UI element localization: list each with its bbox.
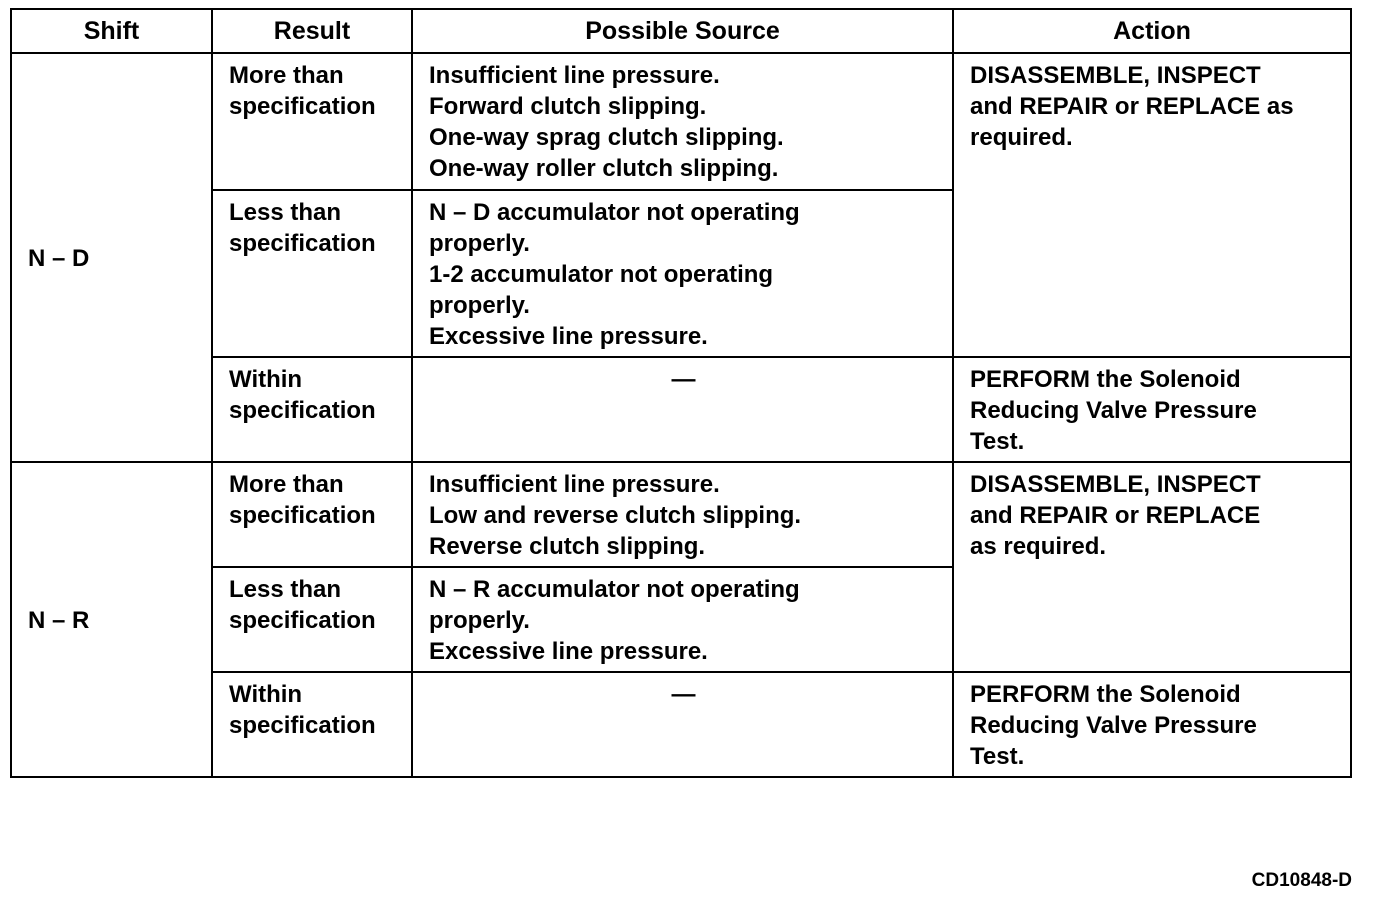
result-cell-line: specification <box>229 230 376 257</box>
action-cell-line: and REPAIR or REPLACE <box>970 502 1261 529</box>
possible-source-cell-line: properly. <box>429 292 530 319</box>
possible-source-cell-line: N – D accumulator not operating <box>429 199 800 226</box>
diagnosis-table <box>10 8 1352 778</box>
possible-source-cell <box>412 357 953 462</box>
possible-source-cell-line: Forward clutch slipping. <box>429 93 707 120</box>
result-cell-line: specification <box>229 712 376 739</box>
action-cell <box>953 672 1351 777</box>
possible-source-cell-line: N – R accumulator not operating <box>429 576 800 603</box>
possible-source-cell-line: 1-2 accumulator not operating <box>429 261 774 288</box>
possible-source-cell-line: Insufficient line pressure. <box>429 62 720 89</box>
result-cell-line: specification <box>229 93 376 120</box>
result-cell <box>212 672 412 777</box>
table-row <box>11 462 1351 567</box>
possible-source-cell <box>412 567 953 672</box>
result-cell-line: specification <box>229 502 376 529</box>
header-shift: Shift <box>11 9 212 53</box>
result-cell-line: More than <box>229 471 344 498</box>
possible-source-cell-line: Insufficient line pressure. <box>429 471 720 498</box>
action-cell <box>953 357 1351 462</box>
action-cell-line: required. <box>970 124 1073 151</box>
action-cell-line: PERFORM the Solenoid <box>970 366 1241 393</box>
possible-source-cell-line: properly. <box>429 607 530 634</box>
possible-source-cell-line: Reverse clutch slipping. <box>429 533 706 560</box>
action-cell <box>953 53 1351 357</box>
action-cell <box>953 462 1351 672</box>
table-body <box>11 53 1351 777</box>
result-cell-line: specification <box>229 397 376 424</box>
header-row <box>11 9 1351 53</box>
possible-source-cell-line: One-way sprag clutch slipping. <box>429 124 784 151</box>
possible-source-cell-line: Low and reverse clutch slipping. <box>429 502 802 529</box>
result-cell-line: Within <box>229 366 303 393</box>
action-cell-line: Reducing Valve Pressure <box>970 712 1257 739</box>
result-cell <box>212 53 412 190</box>
action-cell-line: Test. <box>970 428 1025 455</box>
table-row <box>11 672 1351 777</box>
possible-source-cell-line: Excessive line pressure. <box>429 638 708 665</box>
possible-source-cell-line: Excessive line pressure. <box>429 323 708 350</box>
result-cell-line: specification <box>229 607 376 634</box>
shift-cell: N – D <box>11 53 212 462</box>
action-cell-line: PERFORM the Solenoid <box>970 681 1241 708</box>
shift-cell: N – R <box>11 462 212 777</box>
result-cell <box>212 190 412 357</box>
possible-source-cell-line: properly. <box>429 230 530 257</box>
possible-source-cell <box>412 53 953 190</box>
result-cell-line: More than <box>229 62 344 89</box>
figure-id: CD10848-D <box>1251 870 1352 891</box>
result-cell <box>212 357 412 462</box>
possible-source-cell-line: — <box>671 681 696 708</box>
table-row <box>11 53 1351 190</box>
possible-source-cell <box>412 190 953 357</box>
possible-source-cell-line: — <box>671 366 696 393</box>
header-action: Action <box>953 9 1351 53</box>
result-cell-line: Less than <box>229 199 342 226</box>
possible-source-cell <box>412 672 953 777</box>
result-cell <box>212 567 412 672</box>
result-cell-line: Less than <box>229 576 342 603</box>
action-cell-line: Reducing Valve Pressure <box>970 397 1257 424</box>
action-cell-line: as required. <box>970 533 1107 560</box>
table-row <box>11 357 1351 462</box>
possible-source-cell-line: One-way roller clutch slipping. <box>429 155 779 182</box>
action-cell-line: and REPAIR or REPLACE as <box>970 93 1294 120</box>
result-cell-line: Within <box>229 681 303 708</box>
action-cell-line: Test. <box>970 743 1025 770</box>
header-possible-source: Possible Source <box>412 9 953 53</box>
action-cell-line: DISASSEMBLE, INSPECT <box>970 471 1261 498</box>
action-cell-line: DISASSEMBLE, INSPECT <box>970 62 1261 89</box>
possible-source-cell <box>412 462 953 567</box>
header-result: Result <box>212 9 412 53</box>
diagnosis-table-wrapper <box>10 8 1350 778</box>
result-cell <box>212 462 412 567</box>
